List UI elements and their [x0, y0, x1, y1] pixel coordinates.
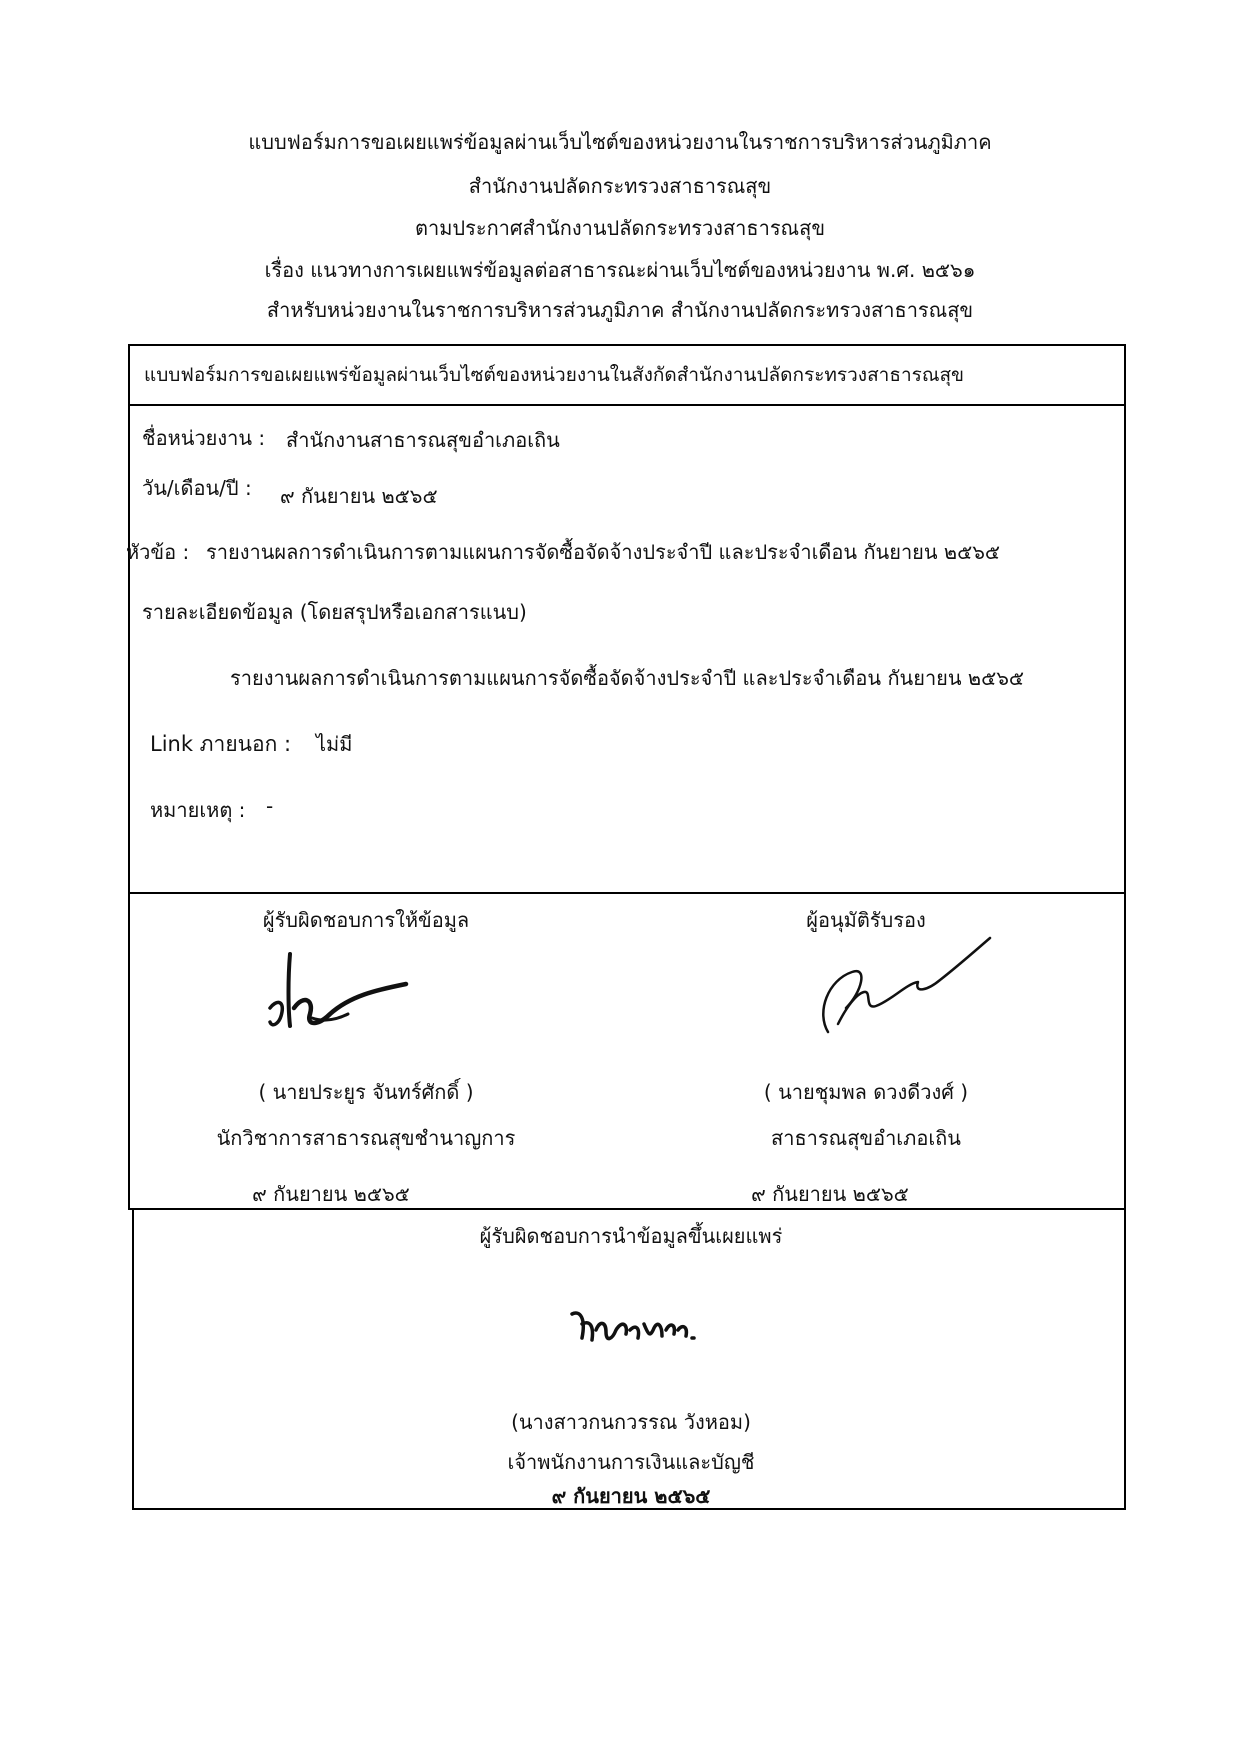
approver-role: ผู้อนุมัติรับรอง	[806, 908, 926, 932]
provider-name: ( นายประยูร จันทร์ศักดิ์ )	[258, 1080, 474, 1104]
publisher-name: (นางสาวกนกวรรณ วังหอม)	[511, 1410, 751, 1434]
provider-role: ผู้รับผิดชอบการให้ข้อมูล	[262, 908, 470, 932]
date-value: ๙ กันยายน ๒๕๖๕	[280, 484, 438, 508]
agency-value: สำนักงานสาธารณสุขอำเภอเถิน	[286, 428, 560, 452]
approver-signature	[806, 928, 996, 1048]
header-line-3: ตามประกาศสำนักงานปลัดกระทรวงสาธารณสุข	[414, 216, 825, 240]
header-line-4: เรื่อง แนวทางการเผยแพร่ข้อมูลต่อสาธารณะผ่านเว็บไซต์ของหน่วยงาน พ.ศ. ๒๕๖๑	[264, 258, 976, 282]
signatures-box	[128, 892, 1126, 1210]
publisher-date: ๙ กันยายน ๒๕๖๕	[551, 1484, 711, 1508]
publisher-position: เจ้าพนักงานการเงินและบัญชี	[507, 1450, 755, 1474]
approver-position: สาธารณสุขอำเภอเถิน	[771, 1126, 961, 1150]
subject-label: หัวข้อ :	[126, 540, 190, 564]
publisher-role: ผู้รับผิดชอบการนำข้อมูลขึ้นเผยแพร่	[479, 1224, 783, 1248]
header-line-1: แบบฟอร์มการขอเผยแพร่ข้อมูลผ่านเว็บไซต์ของหน่วยงานในราชการบริหารส่วนภูมิภาค	[248, 130, 992, 154]
agency-label: ชื่อหน่วยงาน :	[142, 426, 266, 450]
header-line-5: สำหรับหน่วยงานในราชการบริหารส่วนภูมิภาค สำนักงานปลัดกระทรวงสาธารณสุข	[266, 298, 974, 322]
approver-name: ( นายชุมพล ดวงดีวงศ์ )	[763, 1080, 969, 1104]
remark-value: -	[266, 794, 274, 818]
provider-date: ๙ กันยายน ๒๕๖๕	[252, 1182, 410, 1206]
detail-value: รายงานผลการดำเนินการตามแผนการจัดซื้อจัดจ้างประจำปี และประจำเดือน กันยายน ๒๕๖๕	[230, 666, 1025, 690]
detail-label: รายละเอียดข้อมูล (โดยสรุปหรือเอกสารแนบ)	[142, 600, 527, 624]
form-title-box	[128, 344, 1126, 406]
provider-position: นักวิชาการสาธารณสุขชำนาญการ	[216, 1126, 516, 1150]
form-details-box	[128, 404, 1126, 894]
publisher-box	[132, 1208, 1126, 1510]
link-label: Link ภายนอก :	[150, 732, 292, 756]
provider-signature	[252, 948, 412, 1038]
subject-value: รายงานผลการดำเนินการตามแผนการจัดซื้อจัดจ้างประจำปี และประจำเดือน กันยายน ๒๕๖๕	[206, 540, 1001, 564]
link-value: ไม่มี	[316, 732, 353, 756]
approver-date: ๙ กันยายน ๒๕๖๕	[751, 1182, 909, 1206]
remark-label: หมายเหตุ :	[150, 798, 246, 822]
form-title: แบบฟอร์มการขอเผยแพร่ข้อมูลผ่านเว็บไซต์ของหน่วยงานในสังกัดสำนักงานปลัดกระทรวงสาธารณสุข	[144, 364, 965, 386]
header-line-2: สำนักงานปลัดกระทรวงสาธารณสุข	[468, 174, 772, 198]
date-label: วัน/เดือน/ปี :	[142, 476, 252, 500]
publisher-signature	[566, 1300, 706, 1352]
